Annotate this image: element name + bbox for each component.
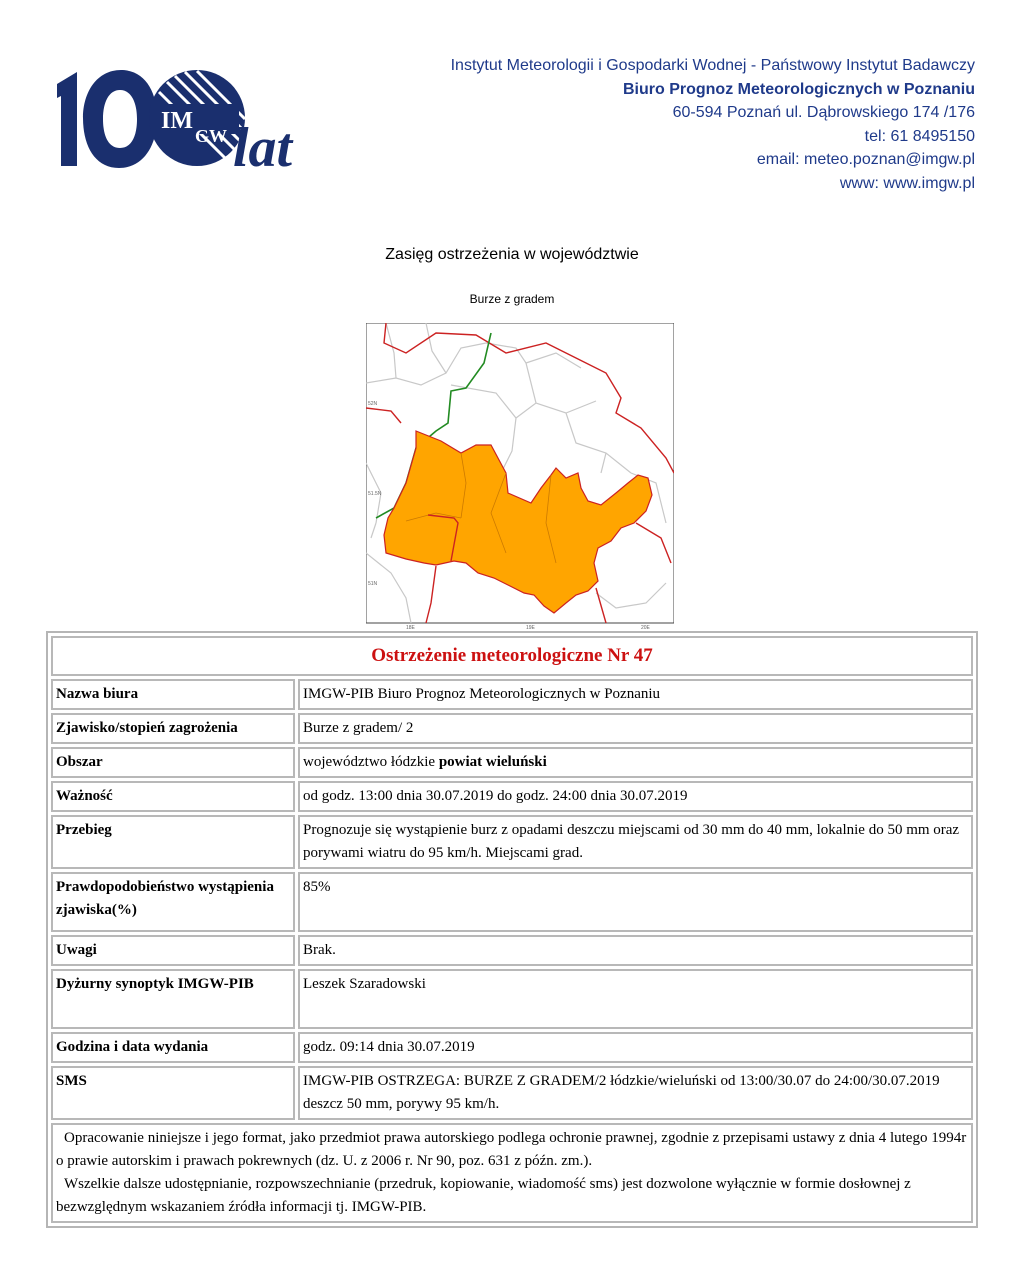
row-label: Zjawisko/stopień zagrożenia — [51, 713, 295, 744]
bureau-name: Biuro Prognoz Meteorologicznych w Poznaniu — [622, 80, 975, 98]
table-row — [51, 1066, 973, 1120]
row-value: województwo łódzkie powiat wieluński — [298, 747, 973, 778]
row-value: 85% — [298, 872, 973, 932]
table-row — [51, 679, 973, 710]
table-row — [51, 781, 973, 812]
row-label: Prawdopodobieństwo wystąpienia zjawiska(%) — [51, 872, 295, 932]
map-subtitle: Burze z gradem — [469, 292, 555, 306]
imgw-100-lat-logo — [55, 62, 315, 174]
table-row — [51, 935, 973, 966]
address: 60-594 Poznań ul. Dąbrowskiego 174 /176 — [672, 104, 975, 122]
table-row — [51, 872, 973, 932]
table-row — [51, 747, 973, 778]
svg-text:20E: 20E — [641, 625, 650, 629]
copyright-note: Opracowanie niniejsze i jego format, jako przedmiot prawa autorskiego podlega ochronie prawnej, zgodnie z przepisami ustawy z dnia 4 lutego 1994r o prawie autorskim i prawach pokrewnych (dz. U. z 2006 r. Nr 90, poz. 631 z późn. zm.). Wszelkie dalsze udostępnianie, rozpowszechnianie (przedruk, kopiowanie, wiadomość sms) jest dozwolone wyłącznie w formie dosłownej z bezwzględnym wskazaniem źródła informacji tj. IMGW-PIB. — [51, 1123, 973, 1223]
row-value: Prognozuje się wystąpienie burz z opadami deszczu miejscami od 30 mm do 40 mm, lokalnie do 50 mm oraz porywami wiatru do 95 km/h. Miejscami grad. — [298, 815, 973, 869]
row-label: Uwagi — [51, 935, 295, 966]
website[interactable]: www: www.imgw.pl — [839, 174, 975, 192]
table-row — [51, 1032, 973, 1063]
table-row — [51, 713, 973, 744]
warning-area-map — [366, 323, 674, 629]
email[interactable]: email: meteo.poznan@imgw.pl — [756, 151, 975, 169]
row-label: Obszar — [51, 747, 295, 778]
svg-text:IM: IM — [161, 108, 193, 134]
svg-text:GW: GW — [195, 126, 228, 146]
row-value: IMGW-PIB Biuro Prognoz Meteorologicznych w Poznaniu — [298, 679, 973, 710]
row-value: Brak. — [298, 935, 973, 966]
row-label: Dyżurny synoptyk IMGW-PIB — [51, 969, 295, 1029]
warning-title: Ostrzeżenie meteorologiczne Nr 47 — [51, 636, 973, 676]
table-row — [51, 969, 973, 1029]
row-value: IMGW-PIB OSTRZEGA: BURZE Z GRADEM/2 łódzkie/wieluński od 13:00/30.07 do 24:00/30.07.2019 deszcz 50 mm, porywy 95 km/h. — [298, 1066, 973, 1120]
institute-name: Instytut Meteorologii i Gospodarki Wodnej - Państwowy Instytut Badawczy — [450, 57, 975, 74]
institute-contact — [335, 54, 975, 196]
row-value: Leszek Szaradowski — [298, 969, 973, 1029]
svg-text:18E: 18E — [406, 625, 415, 629]
copyright-row — [51, 1123, 973, 1223]
svg-text:51.5N: 51.5N — [368, 491, 382, 497]
row-value: godz. 09:14 dnia 30.07.2019 — [298, 1032, 973, 1063]
row-label: SMS — [51, 1066, 295, 1120]
table-row — [51, 815, 973, 869]
row-label: Przebieg — [51, 815, 295, 869]
row-value: od godz. 13:00 dnia 30.07.2019 do godz. 24:00 dnia 30.07.2019 — [298, 781, 973, 812]
row-label: Ważność — [51, 781, 295, 812]
phone: tel: 61 8495150 — [864, 127, 975, 145]
svg-text:52N: 52N — [368, 401, 378, 407]
row-label: Nazwa biura — [51, 679, 295, 710]
map-title: Zasięg ostrzeżenia w województwie — [385, 246, 639, 263]
row-label: Godzina i data wydania — [51, 1032, 295, 1063]
svg-text:19E: 19E — [526, 625, 535, 629]
warning-table — [46, 631, 978, 1228]
row-value: Burze z gradem/ 2 — [298, 713, 973, 744]
svg-text:51N: 51N — [368, 581, 378, 587]
logo-word: lat — [233, 117, 293, 174]
